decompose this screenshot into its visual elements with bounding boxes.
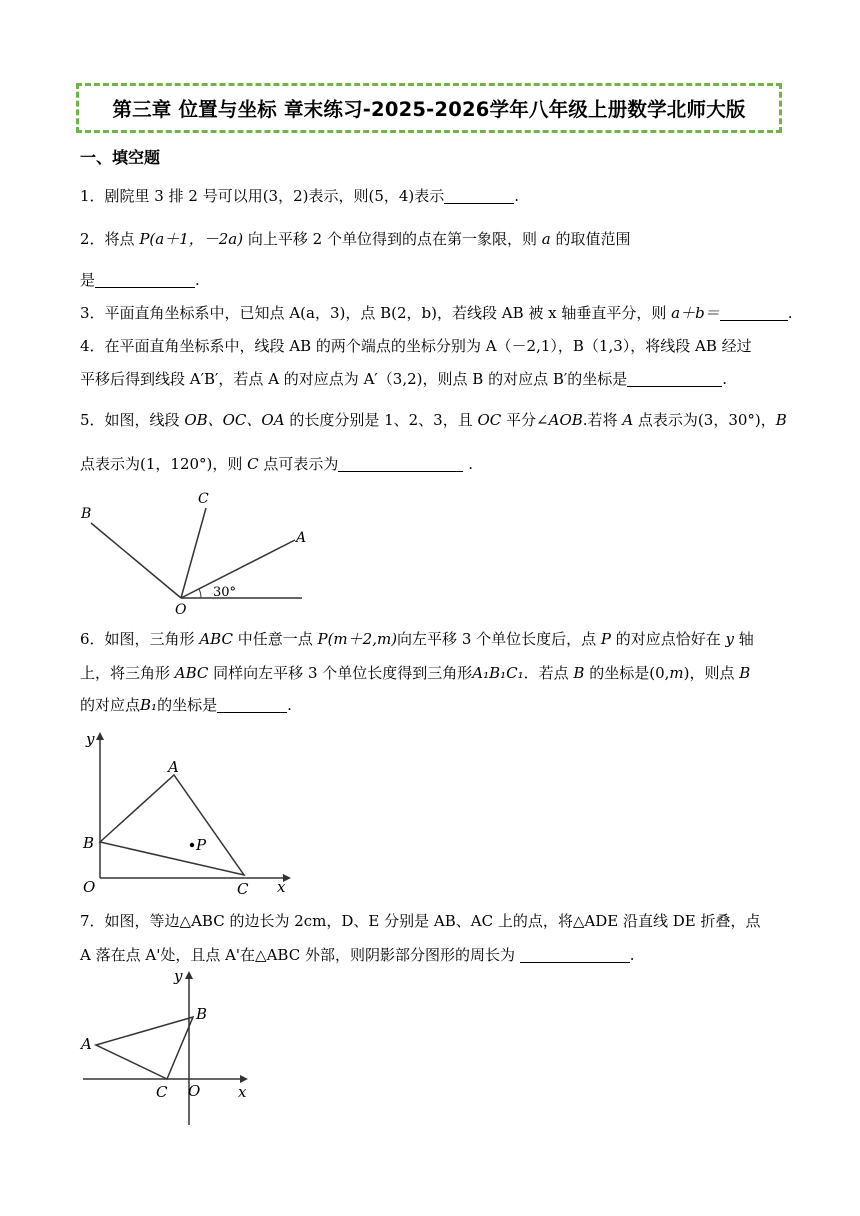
question-text: C [247, 455, 259, 473]
question-4-cont [80, 369, 727, 389]
question-text: 点表示为(1，120°)，则 [80, 455, 248, 473]
question-2 [80, 229, 630, 249]
question-text: 2．将点 [80, 230, 140, 248]
question-text: ．若点 [523, 664, 574, 682]
section-heading: 一、填空题 [80, 148, 161, 167]
question-text: 6．如图，三角形 [80, 630, 200, 648]
answer-blank[interactable] [520, 947, 630, 963]
label-o: O [188, 1082, 201, 1100]
question-2-cont [80, 270, 200, 290]
page-title: 第三章 位置与坐标 章末练习-2025-2026学年八年级上册数学北师大版 [112, 98, 746, 121]
question-text: B [775, 411, 787, 429]
label-b: B [196, 1005, 208, 1023]
question-text: 的坐标是(0, [584, 664, 670, 682]
label-a: A [81, 1035, 92, 1053]
question-text: ABC [199, 630, 233, 648]
question-text: A [622, 411, 634, 429]
question-text: B [739, 664, 751, 682]
question-text: . [629, 946, 635, 964]
question-text: 的坐标是 [157, 696, 218, 714]
label-y: y [86, 730, 95, 748]
label-angle: 30° [213, 585, 237, 600]
question-text: 1．剧院里 3 排 2 号可以用(3，2)表示，则(5，4)表示 [80, 187, 445, 205]
question-text: A₁B₁C₁ [472, 664, 524, 682]
question-text: 点表示为(3，30°)， [633, 411, 776, 429]
question-text: )，则点 [683, 664, 740, 682]
question-text: P [600, 630, 611, 648]
question-text: y [725, 630, 735, 648]
question-text: 是 [80, 271, 96, 289]
question-text: OB、OC、OA [184, 411, 285, 429]
question-text: 的对应点恰好在 [611, 630, 726, 648]
question-text: a [541, 230, 551, 248]
label-x: x [277, 878, 286, 896]
answer-blank[interactable] [627, 371, 722, 387]
question-text: P(m＋2,m) [317, 630, 398, 648]
question-text: 7．如图，等边△ABC 的边长为 2cm，D、E 分别是 AB、AC 上的点，将△ADE 沿直线 DE 折叠，点 [80, 912, 761, 930]
question-text: B₁ [140, 696, 158, 714]
title-box [76, 83, 782, 133]
question-text: 的取值范围 [550, 230, 631, 248]
figure-7 [78, 965, 268, 1125]
question-text: B [573, 664, 585, 682]
question-text: 5．如图，线段 [80, 411, 185, 429]
label-o: O [175, 602, 187, 618]
answer-blank[interactable] [338, 456, 463, 472]
answer-blank[interactable] [95, 272, 195, 288]
question-text: AOB [548, 411, 583, 429]
question-text: 4．在平面直角坐标系中，线段 AB 的两个端点的坐标分别为 A（－2,1），B（1,3），将线段 AB 经过 [80, 337, 752, 355]
question-6 [80, 629, 754, 649]
question-text: 平移后得到线段 A′B′，若点 A 的对应点为 A′（3,2)，则点 B 的对应点 B′的坐标是 [80, 370, 628, 388]
question-text: 的对应点 [80, 696, 141, 714]
question-text: . [787, 304, 793, 322]
answer-blank[interactable] [720, 305, 788, 321]
question-6-cont [80, 663, 750, 683]
question-text: . [195, 271, 200, 289]
question-text: 3．平面直角坐标系中，已知点 A(a，3)，点 B(2，b)，若线段 AB 被 x 轴垂直平分，则 [80, 304, 672, 322]
question-text: 中任意一点 [232, 630, 318, 648]
question-text: OC [477, 411, 502, 429]
question-5 [80, 410, 787, 430]
label-b: B [83, 834, 95, 852]
figure-6 [78, 728, 298, 898]
label-y: y [174, 967, 183, 985]
question-1 [80, 186, 519, 206]
question-text: A 落在点 A'处，且点 A'在△ABC 外部，则阴影部分图形的周长为 [80, 946, 520, 964]
label-c: C [198, 491, 209, 507]
question-text: P(a＋1，－2a) [139, 230, 244, 248]
answer-blank[interactable] [444, 188, 514, 204]
question-text: ABC [174, 664, 209, 682]
question-text: 轴 [734, 630, 754, 648]
figure-5 [78, 490, 318, 618]
question-text: . [722, 370, 728, 388]
question-text: 向上平移 2 个单位得到的点在第一象限，则 [243, 230, 542, 248]
label-b: B [81, 506, 92, 522]
answer-blank[interactable] [217, 697, 287, 713]
question-text: 点可表示为 [258, 455, 339, 473]
label-a: A [296, 530, 307, 546]
question-text: .若将 [582, 411, 623, 429]
label-o: O [83, 878, 96, 896]
question-text: . [514, 187, 520, 205]
question-text: 上，将三角形 [80, 664, 175, 682]
label-x: x [238, 1083, 247, 1101]
question-text: m [669, 664, 684, 682]
question-7-cont [80, 945, 635, 965]
question-text: 同样向左平移 3 个单位长度得到三角形 [208, 664, 473, 682]
question-text: . [463, 455, 473, 473]
question-4 [80, 336, 752, 356]
label-a: A [168, 758, 179, 776]
question-7 [80, 911, 760, 931]
question-5-cont [80, 454, 473, 474]
question-text: 的长度分别是 1、2、3，且 [284, 411, 478, 429]
label-p: P [196, 836, 207, 854]
question-text: . [287, 696, 292, 714]
label-c: C [156, 1083, 168, 1101]
question-3 [80, 303, 792, 323]
question-text: 向左平移 3 个单位长度后，点 [397, 630, 601, 648]
question-6-cont2 [80, 695, 292, 715]
question-text: 平分∠ [501, 411, 549, 429]
label-c: C [237, 880, 249, 898]
question-text: a＋b＝ [671, 304, 720, 322]
